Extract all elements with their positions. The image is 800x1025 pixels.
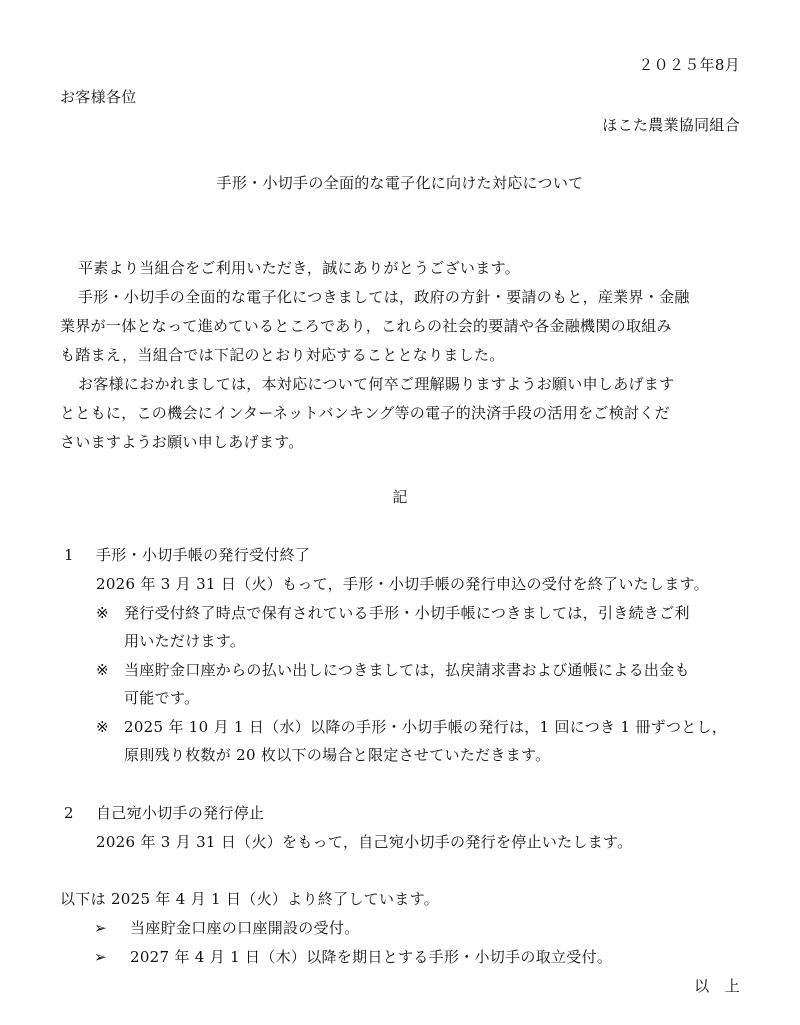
bullet-icon: ➢ <box>94 948 107 966</box>
section-1-heading: 手形・小切手帳の発行受付終了 <box>96 546 311 564</box>
recipient: お客様各位 <box>60 88 137 106</box>
body-line: とともに，この機会にインターネットバンキング等の電子的決済手段の活用をご検討くだ <box>60 404 670 422</box>
section-2-number: 2 <box>64 804 74 822</box>
note-line: 原則残り枚数が 20 枚以下の場合と限定させていただきます。 <box>124 746 551 764</box>
section-2-text: 2026 年 3 月 31 日（火）をもって，自己宛小切手の発行を停止いたします。 <box>96 833 633 851</box>
note-line: 可能です。 <box>124 689 200 707</box>
bullet-icon: ➢ <box>94 919 107 937</box>
body-line: も踏まえ，当組合では下記のとおり対応することとなりました。 <box>60 346 505 364</box>
ended-intro: 以下は 2025 年 4 月 1 日（火）より終了しています。 <box>60 890 439 908</box>
section-2-heading: 自己宛小切手の発行停止 <box>96 804 265 822</box>
document-title: 手形・小切手の全面的な電子化に向けた対応について <box>216 174 584 192</box>
note-mark: ※ <box>96 604 109 622</box>
note-mark: ※ <box>96 661 109 679</box>
body-line: 平素より当組合をご利用いただき，誠にありがとうございます。 <box>78 259 520 277</box>
sender: ほこた農業協同組合 <box>602 116 740 134</box>
body-line: 手形・小切手の全面的な電子化につきましては，政府の方針・要請のもと，産業界・金融 <box>78 288 690 306</box>
body-line: さいますようお願い申しあげます。 <box>60 433 304 451</box>
closing-mark: 以 上 <box>694 977 740 995</box>
note-line: 用いただけます。 <box>124 632 246 650</box>
body-line: お客様におかれましては，本対応について何卒ご理解賜りますようお願い申しあげます <box>78 375 675 393</box>
section-1-text: 2026 年 3 月 31 日（火）もって，手形・小切手帳の発行申込の受付を終了いたします。 <box>96 575 709 593</box>
note-line: 発行受付終了時点で保有されている手形・小切手帳につきましては，引き続きご利 <box>124 604 690 622</box>
ki-marker: 記 <box>392 488 408 506</box>
section-1-number: 1 <box>64 546 74 564</box>
note-line: 2025 年 10 月 1 日（水）以降の手形・小切手帳の発行は，1 回につき 1 冊ずつとし， <box>124 718 728 736</box>
note-line: 当座貯金口座からの払い出しにつきましては，払戻請求書および通帳による出金も <box>124 661 690 679</box>
ended-item: 当座貯金口座の口座開設の受付。 <box>130 919 360 937</box>
ended-item: 2027 年 4 月 1 日（木）以降を期日とする手形・小切手の取立受付。 <box>130 948 613 966</box>
document-date: ２０２５年8月 <box>638 56 740 74</box>
body-line: 業界が一体となって進めているところであり，これらの社会的要請や各金融機関の取組み <box>60 317 672 335</box>
note-mark: ※ <box>96 718 109 736</box>
